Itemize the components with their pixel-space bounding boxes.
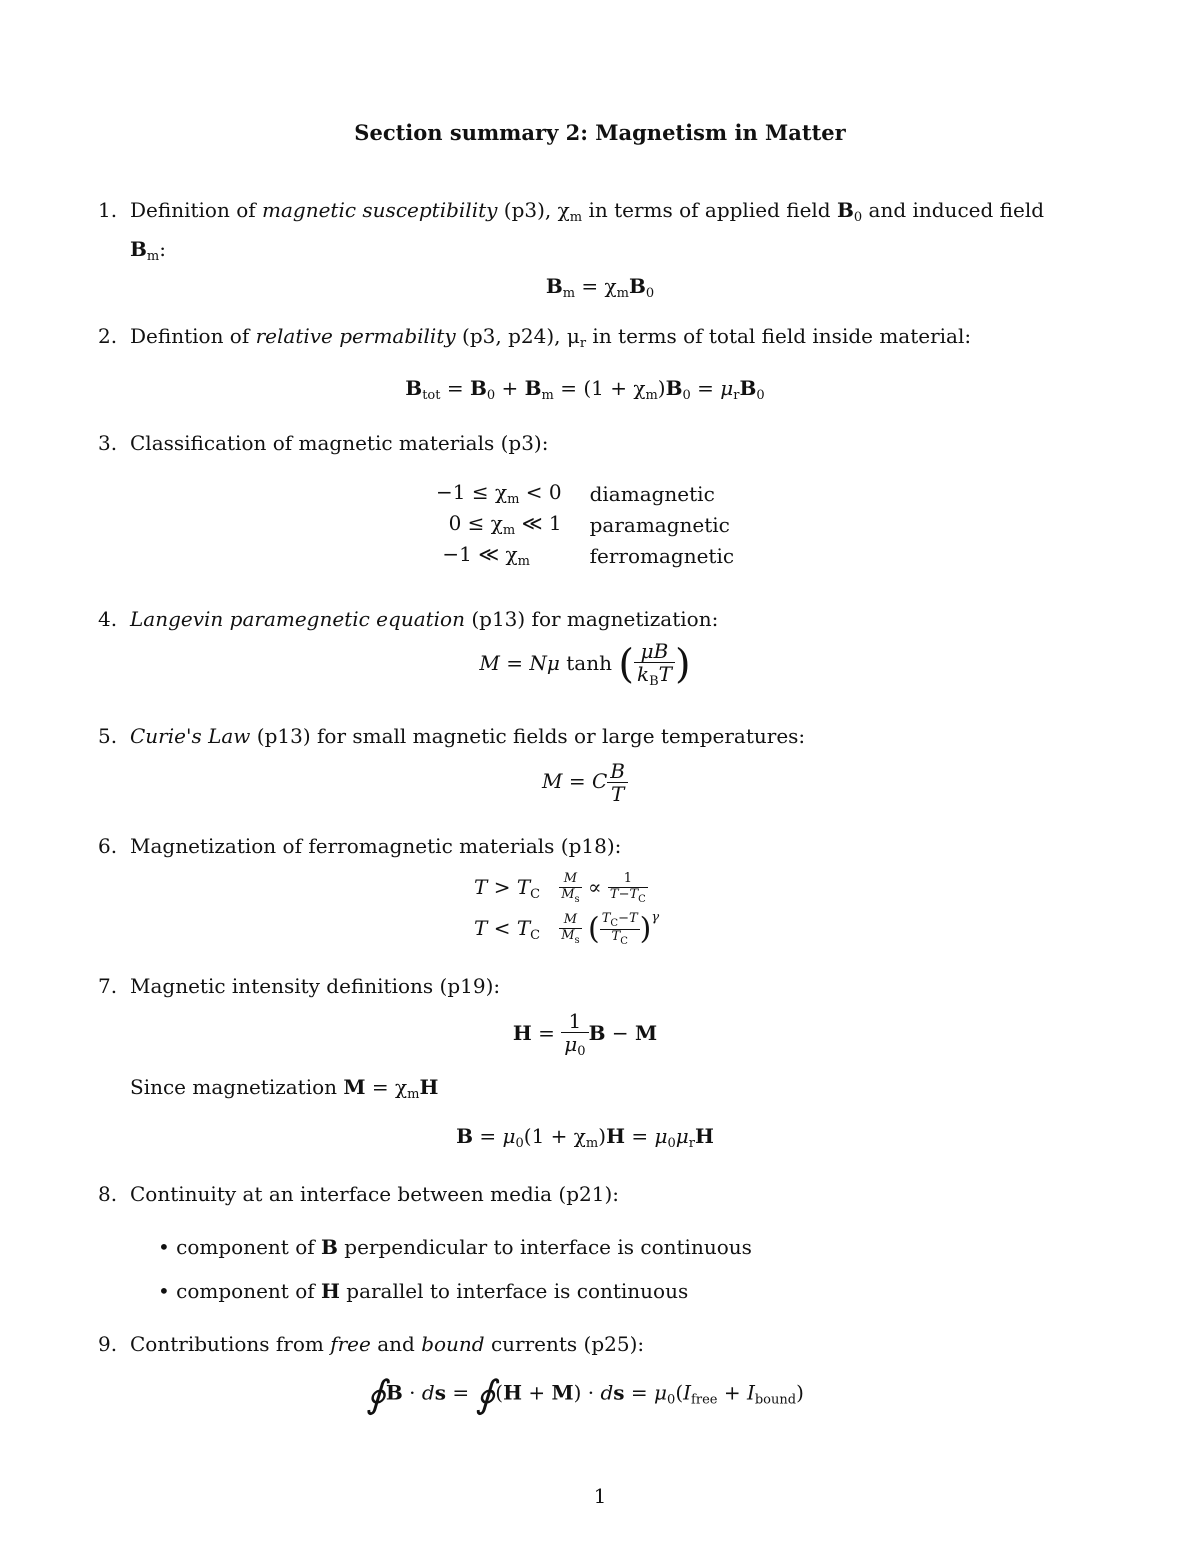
equation-langevin: M = Nμ tanh ( $\frac{\mu B}{k_BT}$ ) [479, 639, 691, 689]
equation-ferromagnetic-above: $T > T_C$ $\frac{M}{M_s}$ ∝ $\frac{1}{T-T_C}$ [474, 871, 646, 905]
equation-curie: M = C $\frac{B}{T}$ [0, 760, 1185, 805]
item-1-text: Definition of magnetic susceptibility (p3), $\chi_m$ in terms of applied field $B_0$ and induced field [130, 198, 1045, 225]
bullet-icon: • [158, 1235, 177, 1259]
item-1-text-line2: $B_m$: [130, 237, 166, 264]
item-9-number: 9. [98, 1332, 118, 1356]
item-7-text: Magnetic intensity definitions (p19): [130, 974, 501, 998]
classification-row: −1 ≪ $\chi_m$ ferromagnetic [422, 540, 748, 571]
item-3-number: 3. [98, 431, 118, 455]
page-number: 1 [593, 1484, 607, 1508]
item-3-text: Classification of magnetic materials (p3): [130, 431, 549, 455]
classification-label: diamagnetic [589, 481, 715, 506]
item-1-number: 1. [98, 198, 118, 222]
bullet-item: • component of B perpendicular to interface is continuous [158, 1235, 752, 1259]
bullet-item: • component of H parallel to interface is continuous [158, 1279, 689, 1303]
classification-row: $0 \le \chi_m$ ≪ 1 paramagnetic [422, 509, 748, 540]
item-1-term: magnetic susceptibility [262, 198, 498, 222]
item-5-text: Curie's Law (p13) for small magnetic fields or large temperatures: [130, 724, 806, 748]
classification-label: paramagnetic [589, 512, 730, 537]
equation-b-h-relation: $B = \mu_0(1 + \chi_m)H = \mu_0\mu_rH$ [456, 1124, 714, 1151]
item-2-number: 2. [98, 324, 118, 348]
item-4-number: 4. [98, 607, 118, 631]
item-4-text: Langevin paramegnetic equation (p13) for magnetization: [130, 607, 719, 631]
classification-row: $-1 \le \chi_m < 0$ diamagnetic [422, 478, 748, 509]
classification-table [422, 478, 748, 571]
item-7-number: 7. [98, 974, 118, 998]
classification-label: ferromagnetic [589, 543, 735, 568]
item-5-number: 5. [98, 724, 118, 748]
item-7-since: Since magnetization $M = \chi_mH$ [130, 1075, 439, 1102]
equation-relative-permeability: $B_{tot} = B_0 + B_m = (1 + \chi_m)B_0 = \mu_rB_0$ [405, 376, 765, 403]
bullet-icon: • [158, 1279, 177, 1303]
item-8-text: Continuity at an interface between media (p21): [130, 1182, 620, 1206]
equation-ampere-law: ∮B · ds = ∮(H + M) · ds = $\mu_0(I_{free} + I_{bound})$ [366, 1372, 804, 1416]
item-2-term: relative permability [255, 324, 456, 348]
equation-ferromagnetic-below: $T < T_C$ $\frac{M}{M_s}$ ( $\frac{T_C-T}{T_C}$ )$^\gamma$ [474, 910, 660, 947]
item-5-term: Curie's Law [130, 724, 251, 748]
item-2-text: Defintion of relative permability (p3, p24), $\mu_r$ in terms of total field inside material: [130, 324, 972, 351]
item-8-number: 8. [98, 1182, 118, 1206]
page-title: Section summary 2: Magnetism in Matter [354, 120, 846, 145]
item-4-term: Langevin paramegnetic equation [130, 607, 465, 631]
equation-magnetic-intensity: H = $\frac{1}{\mu_0}$ B − M [512, 1009, 658, 1059]
item-6-text: Magnetization of ferromagnetic materials (p18): [130, 834, 622, 858]
equation-susceptibility: $B_m = \chi_mB_0$ [545, 274, 655, 301]
item-6-number: 6. [98, 834, 118, 858]
item-9-text: Contributions from free and bound currents (p25): [130, 1332, 645, 1356]
